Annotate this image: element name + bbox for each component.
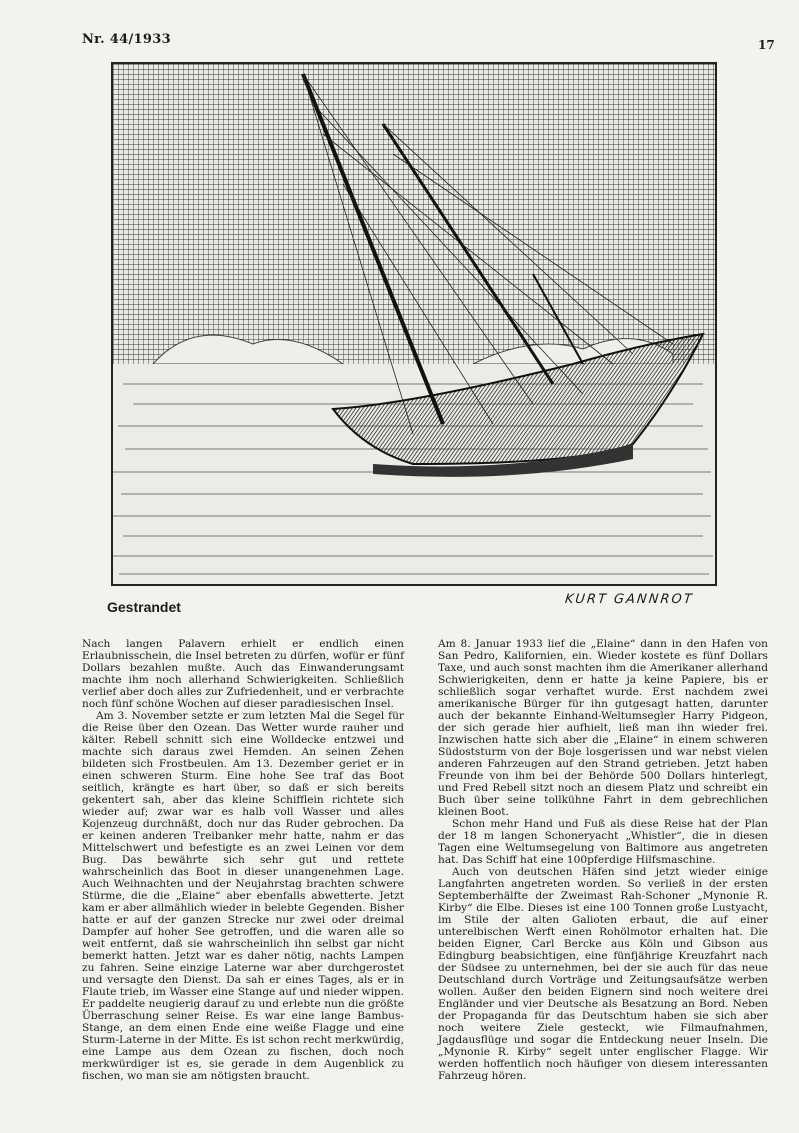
- left-column: [82, 638, 404, 1082]
- sky-hatching: [113, 64, 715, 364]
- paragraph: Am 3. November setzte er zum letzten Mal die Segel für die Reise über den Ozean. Das Wetter wurde rauher und kälter. Rebell schnitt sich eine Wolldecke entzwei und machte sich daraus zwei Hemden. An seinen Zehen bildeten sich Frostbeulen. Am 13. Dezember geriet er in einen schweren Sturm. Eine hohe See traf das Boot seitlich, krängte es hart über, so daß er sich bereits gekentert sah, aber das kleine Schifflein richtete sich wieder auf; zwar war es halb voll Wasser und alles Kojenzeug durchnäßt, doch nur das Ruder gebrochen. Da er keinen anderen Treibanker mehr hatte, nahm er das Mittelschwert und befestigte es an zwei Leinen vor dem Bug. Das bewährte sich sehr gut und rettete wahrscheinlich das Boot in dieser unangenehmen Lage. Auch Weihnachten und der Neujahrstag brachten schwere Stürme, die die „Elaine“ aber ebenfalls abwetterte. Jetzt kam er aber allmählich wieder in belebte Gegenden. Bisher hatte er auf der ganzen Strecke nur zwei oder dreimal Dampfer auf hoher See getroffen, und die waren alle so weit entfernt, daß sie wahrscheinlich ihn selbst gar nicht bemerkt hatten. Jetzt war es daher nötig, nachts Lampen zu fahren. Seine einzige Laterne war aber durchgerostet und versagte den Dienst. Da sah er eines Tages, als er in Flaute trieb, im Wasser eine Stange auf und nieder wippen. Er paddelte neugierig darauf zu und erlebte nun die größte Überraschung seiner Reise. Es war eine lange Bambus-Stange, an dem einen Ende eine weiße Flagge und eine Sturm-Laterne in der Mitte. Es ist schon recht merkwürdig, eine Lampe aus dem Ozean zu fischen, doch noch merkwürdiger ist es, sie gerade in dem Augenblick zu fischen, wo man sie am nötigsten braucht.: [82, 710, 404, 1082]
- paragraph: Nach langen Palavern erhielt er endlich einen Erlaubnisschein, die Insel betreten zu dürfen, wofür er fünf Dollars bezahlen mußte. Auch das Einwanderungsamt machte ihm noch allerhand Schwierigkeiten. Schließlich verlief aber doch alles zur Zufriedenheit, und er verbrachte noch fünf schöne Wochen auf dieser paradiesischen Insel.: [82, 638, 404, 710]
- ship-illustration: [111, 62, 717, 586]
- right-column: [438, 638, 768, 1082]
- page-number: 17: [758, 38, 775, 52]
- stranded-ship-drawing: [113, 64, 715, 584]
- issue-number: Nr. 44/1933: [82, 32, 171, 47]
- artist-signature: KURT GANNROT: [564, 592, 695, 607]
- paragraph: Schon mehr Hand und Fuß als diese Reise hat der Plan der 18 m langen Schoneryacht „Whistler“, die in diesen Tagen eine Weltumsegelung von Baltimore aus angetreten hat. Das Schiff hat eine 100pferdige Hilfsmaschine.: [438, 818, 768, 866]
- paragraph: Auch von deutschen Häfen sind jetzt wieder einige Langfahrten angetreten worden. So verließ in der ersten Septemberhälfte der Zweimast Rah-Schoner „Mynonie R. Kirby“ die Elbe. Dieses ist eine 100 Tonnen große Lustyacht, im Stile der alten Galioten erbaut, die auf einer unterelbischen Werft einen Rohölmotor erhalten hat. Die beiden Eigner, Carl Bercke aus Köln und Gibson aus Edingburg beabsichtigen, eine fünfjährige Kreuzfahrt nach der Südsee zu unternehmen, bei der sie auch für das neue Deutschland durch Vorträge und Zeitungsaufsätze werben wollen. Außer den beiden Eignern sind noch weitere drei Engländer und vier Deutsche als Besatzung an Bord. Neben der Propaganda für das Deutschtum haben sie sich aber noch weitere Ziele gesteckt, wie Filmaufnahmen, Jagdausflüge und sogar die Entdeckung neuer Inseln. Die „Mynonie R. Kirby“ segelt unter englischer Flagge. Wir werden hoffentlich noch häufiger von diesem interessanten Fahrzeug hören.: [438, 866, 768, 1082]
- paragraph: Am 8. Januar 1933 lief die „Elaine“ dann in den Hafen von San Pedro, Kalifornien, ein. Wieder kostete es fünf Dollars Taxe, und auch sonst machten ihm die Amerikaner allerhand Schwierigkeiten, denn er hatte ja keine Papiere, bis er schließlich sogar verhaftet wurde. Erst nachdem zwei amerikanische Bürger für ihn gutgesagt hatten, darunter auch der bekannte Einhand-Weltumsegler Harry Pidgeon, der sich gerade hier aufhielt, ließ man ihn wieder frei. Inzwischen hatte sich aber die „Elaine“ in einem schweren Südoststurm von der Boje losgerissen und war nebst vielen anderen Fahrzeugen auf den Strand getrieben. Jetzt haben Freunde von ihm bei der Behörde 500 Dollars hinterlegt, und Fred Rebell sitzt noch an diesem Platz und schreibt ein Buch über seine tollkühne Fahrt in dem gebrechlichen kleinen Boot.: [438, 638, 768, 818]
- illustration-caption: Gestrandet: [107, 599, 181, 615]
